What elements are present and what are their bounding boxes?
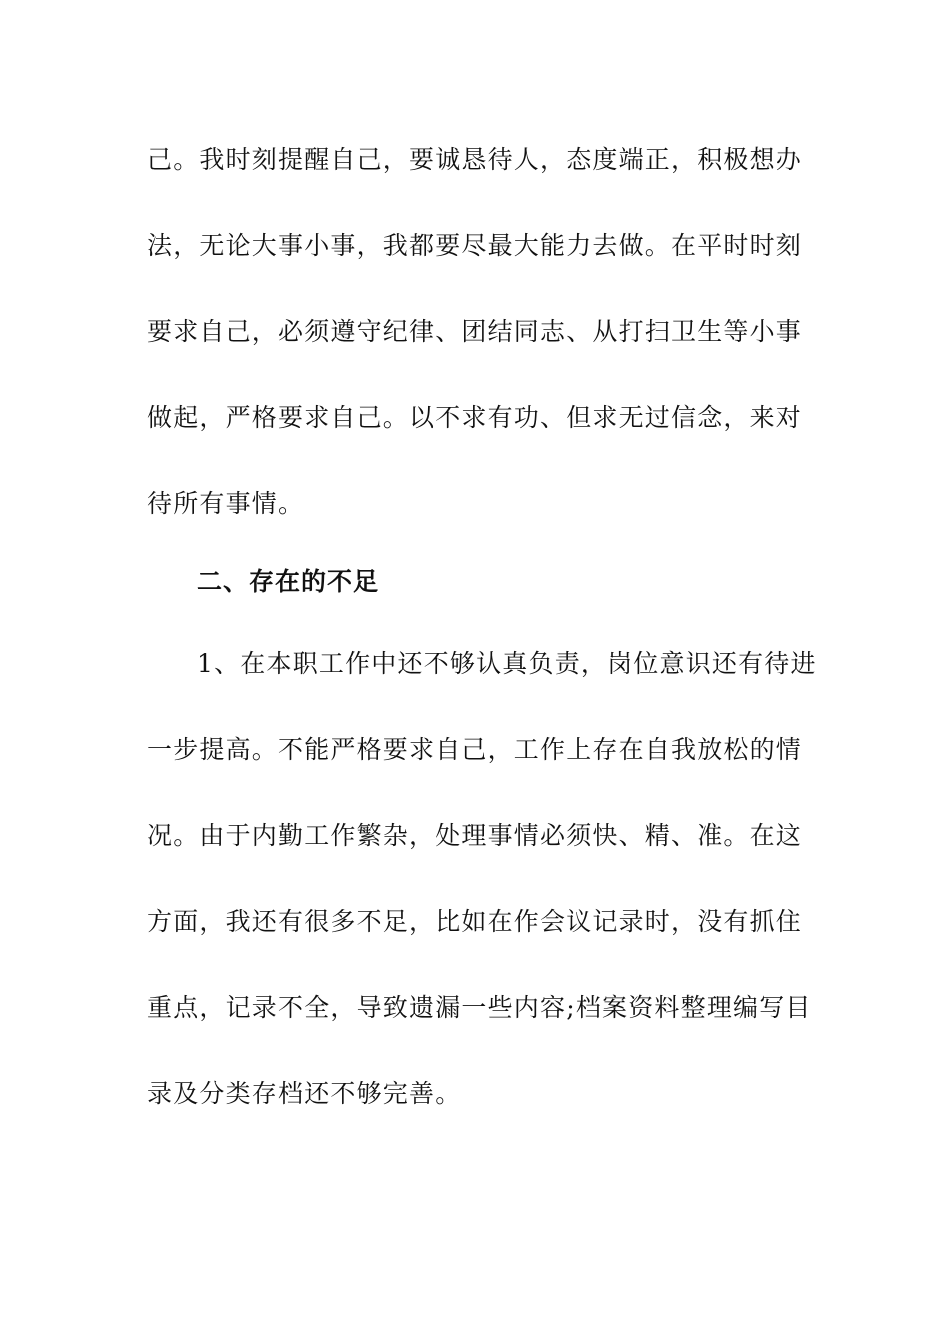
- paragraph-line: 做起，严格要求自己。以不求有功、但求无过信念，来对: [147, 403, 803, 432]
- item-line: 方面，我还有很多不足，比如在作会议记录时，没有抓住: [147, 907, 803, 936]
- paragraph-line: 要求自己，必须遵守纪律、团结同志、从打扫卫生等小事: [147, 317, 803, 346]
- paragraph-line: 法，无论大事小事，我都要尽最大能力去做。在平时时刻: [147, 231, 803, 260]
- item-line: 一步提高。不能严格要求自己，工作上存在自我放松的情: [147, 735, 803, 764]
- item-line: 况。由于内勤工作繁杂，处理事情必须快、精、准。在这: [147, 821, 803, 850]
- item-line: 1、在本职工作中还不够认真负责，岗位意识还有待进: [197, 649, 817, 678]
- paragraph-line: 待所有事情。: [147, 489, 305, 518]
- item-line: 录及分类存档还不够完善。: [147, 1079, 462, 1108]
- section-heading: 二、存在的不足: [197, 567, 380, 596]
- paragraph-line: 己。我时刻提醒自己，要诚恳待人，态度端正，积极想办: [147, 145, 803, 174]
- item-line: 重点，记录不全，导致遗漏一些内容;档案资料整理编写目: [147, 993, 812, 1022]
